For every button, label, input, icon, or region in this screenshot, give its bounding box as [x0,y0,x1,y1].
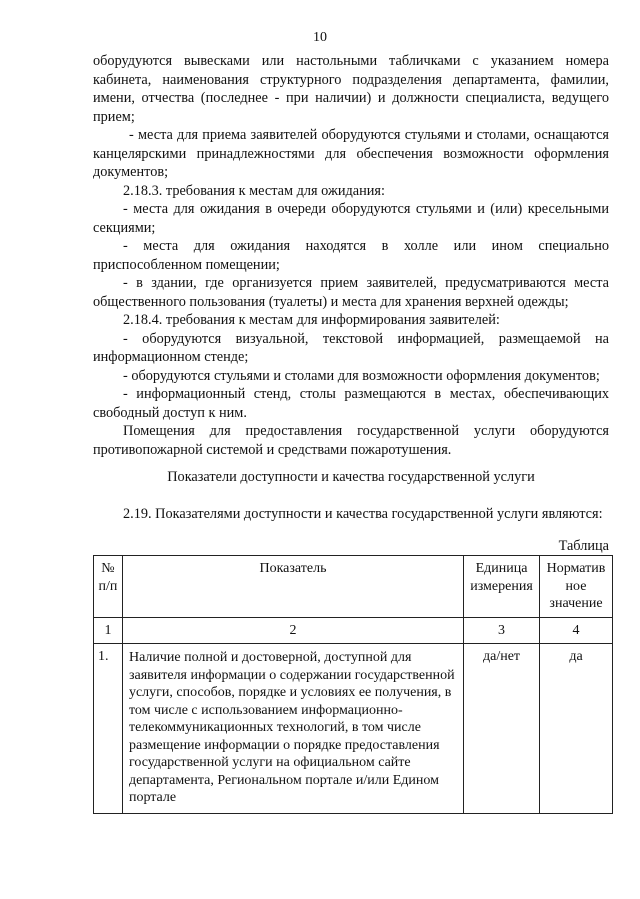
header-indicator: Показатель [122,556,463,618]
paragraph: 2.18.4. требования к местам для информирования заявителей: [123,312,500,328]
body-text [93,52,609,459]
col-number: 2 [122,617,463,644]
paragraph: - места для ожидания в очереди оборудуются стульями и (или) кресельными секциями; [93,201,609,236]
row-norm: да [540,644,613,814]
paragraph: - оборудуются визуальной, текстовой информацией, размещаемой на информационном стенде; [93,330,609,365]
table-caption: Таблица [558,538,609,554]
row-unit: да/нет [464,644,540,814]
paragraph: - оборудуются стульями и столами для возможности оформления документов; [123,367,600,384]
paragraph: Помещения для предоставления государственной услуги оборудуются противопожарной системой и средствами пожаротушения. [93,423,609,458]
col-number: 4 [540,617,613,644]
paragraph: - информационный стенд, столы размещаются в местах, обеспечивающих свободный доступ к ним. [93,386,609,421]
indicators-table [93,555,613,814]
page-number: 10 [313,30,327,45]
paragraph: - места для приема заявителей оборудуются стульями и столами, оснащаются канцелярскими принадлежностями для обеспечения возможности оформления документов; [93,127,609,180]
row-num: 1. [94,644,123,814]
paragraph: оборудуются вывесками или настольными табличками с указанием номера кабинета, наименования структурного подразделения департамента, фамилии, имени, отчества (последнее - при наличии) и должности специалиста, ведущего прием; [93,53,609,125]
col-number: 3 [464,617,540,644]
header-norm: Норматив ное значение [540,556,613,618]
paragraph: - места для ожидания находятся в холле или ином специально приспособленном помещении; [93,238,609,273]
paragraph: 2.18.3. требования к местам для ожидания: [123,182,385,199]
col-number: 1 [94,617,123,644]
lead-paragraph: 2.19. Показателями доступности и качества государственной услуги являются: [123,506,603,522]
table-row [94,644,613,814]
header-num: № п/п [94,556,123,618]
table-header-row [94,556,613,618]
section-heading: Показатели доступности и качества государственной услуги [167,469,535,485]
table-colnum-row [94,617,613,644]
header-unit: Единица измерения [464,556,540,618]
row-indicator: Наличие полной и достоверной, доступной для заявителя информации о содержании государственной услуги, способов, порядке и условиях ее получения, в том числе с использованием информационно-телекоммуникационных технологий, в том числе размещение информации о порядке предоставления государственной услуги на официальном сайте департамента, Региональном портале и/или Едином портале [122,644,463,814]
paragraph: - в здании, где организуется прием заявителей, предусматриваются места общественного пользования (туалеты) и места для хранения верхней одежды; [93,275,609,310]
